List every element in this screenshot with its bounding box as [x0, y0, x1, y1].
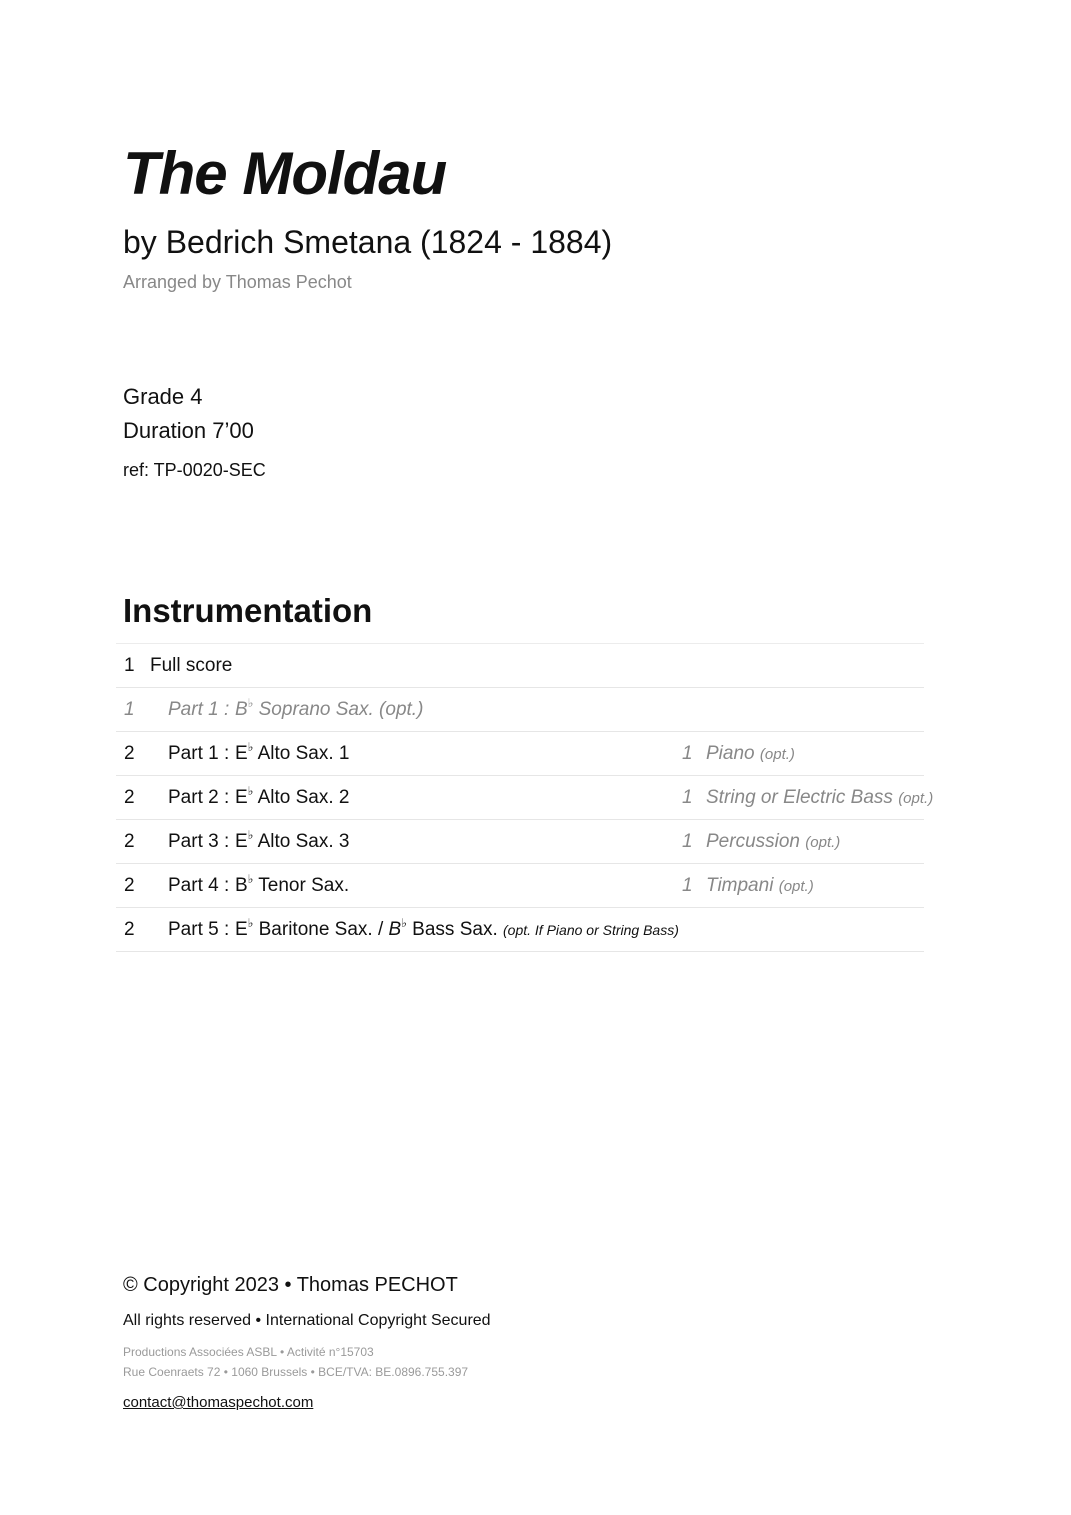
quantity: 2: [124, 875, 135, 896]
key-letter-alt: B: [388, 919, 402, 940]
instrument-name: [706, 875, 814, 898]
part-label: Part 5 :: [168, 919, 230, 940]
flat-sign: ♭: [247, 916, 254, 930]
quantity: 2: [124, 787, 135, 808]
copyright-line: © Copyright 2023 • Thomas PECHOT: [123, 1274, 458, 1296]
quantity: 1: [682, 831, 693, 852]
instrumentation-heading: Instrumentation: [123, 592, 373, 629]
instrumentation-table: [116, 643, 934, 952]
quantity: 1: [682, 743, 693, 764]
flat-sign-alt: ♭: [401, 916, 407, 930]
rights-line: All rights reserved • International Copyright Secured: [123, 1312, 491, 1329]
instrument-name: [235, 784, 350, 809]
table-row: [116, 820, 924, 864]
instrument-name: [235, 696, 424, 721]
key-letter: E: [235, 831, 248, 852]
instrument-name: Full score: [150, 655, 233, 676]
table-row: [116, 864, 924, 908]
reference-label: ref: TP-0020-SEC: [123, 460, 266, 480]
instrument-label: String or Electric Bass: [706, 787, 893, 808]
instrument-name: [235, 872, 350, 897]
instrument-label: Timpani: [706, 875, 774, 896]
page-title: The Moldau: [123, 140, 447, 207]
instrument-name: [235, 740, 350, 765]
quantity: 1: [682, 875, 693, 896]
table-row: [116, 776, 934, 820]
duration-label: Duration 7’00: [123, 418, 254, 443]
flat-sign: ♭: [247, 784, 254, 798]
key-letter: E: [235, 743, 248, 764]
flat-sign: ♭: [247, 696, 254, 710]
grade-label: Grade 4: [123, 384, 203, 409]
table-row-baritone: [116, 908, 924, 952]
table-row-soprano: [116, 688, 924, 732]
instrument-name: [235, 916, 679, 941]
quantity: 2: [124, 831, 135, 852]
instrument-label: Tenor Sax.: [253, 875, 350, 896]
part-label: Part 1 :: [168, 743, 230, 764]
key-letter: E: [235, 919, 248, 940]
instrument-label: Piano: [706, 743, 755, 764]
quantity: 2: [124, 919, 135, 940]
instrument-name: [706, 831, 840, 854]
publisher-line: Productions Associées ASBL • Activité n°15703: [123, 1345, 374, 1359]
flat-sign: ♭: [247, 828, 254, 842]
optional-note: (opt.): [805, 834, 841, 851]
quantity: 1: [682, 787, 693, 808]
key-letter: E: [235, 787, 248, 808]
table-row-full-score: [116, 644, 924, 688]
key-letter: B: [235, 875, 248, 896]
contact-email-link[interactable]: contact@thomaspechot.com: [123, 1394, 314, 1411]
address-line: Rue Coenraets 72 • 1060 Brussels • BCE/TVA: BE.0896.755.397: [123, 1365, 469, 1379]
optional-note: (opt.): [759, 746, 795, 763]
instrument-name: [706, 743, 795, 766]
instrument-label: Soprano Sax. (opt.): [253, 699, 424, 720]
part-label: Part 2 :: [168, 787, 230, 808]
instrument-label: Alto Sax. 3: [253, 831, 350, 852]
instrument-name: [706, 787, 933, 810]
optional-note: (opt.): [778, 878, 814, 895]
quantity: 2: [124, 743, 135, 764]
flat-sign: ♭: [247, 740, 254, 754]
instrument-label: Alto Sax. 2: [253, 787, 350, 808]
table-row: [116, 732, 924, 776]
arranger-line: Arranged by Thomas Pechot: [123, 272, 352, 292]
part-label: Part 3 :: [168, 831, 230, 852]
instrument-label: Alto Sax. 1: [253, 743, 350, 764]
key-letter: B: [235, 699, 248, 720]
part-label: Part 4 :: [168, 875, 230, 896]
instrument-label: Percussion: [706, 831, 800, 852]
optional-note: (opt.): [898, 790, 934, 807]
instrument-name: [235, 828, 350, 853]
quantity: 1: [124, 699, 135, 720]
quantity: 1: [124, 655, 135, 676]
instrument-label-alt: Bass Sax.: [406, 919, 504, 940]
optional-note: (opt. If Piano or String Bass): [503, 922, 679, 938]
part-label: Part 1 :: [168, 699, 230, 720]
flat-sign: ♭: [247, 872, 254, 886]
composer-line: by Bedrich Smetana (1824 - 1884): [123, 224, 613, 260]
instrument-label: Baritone Sax. /: [253, 919, 389, 940]
